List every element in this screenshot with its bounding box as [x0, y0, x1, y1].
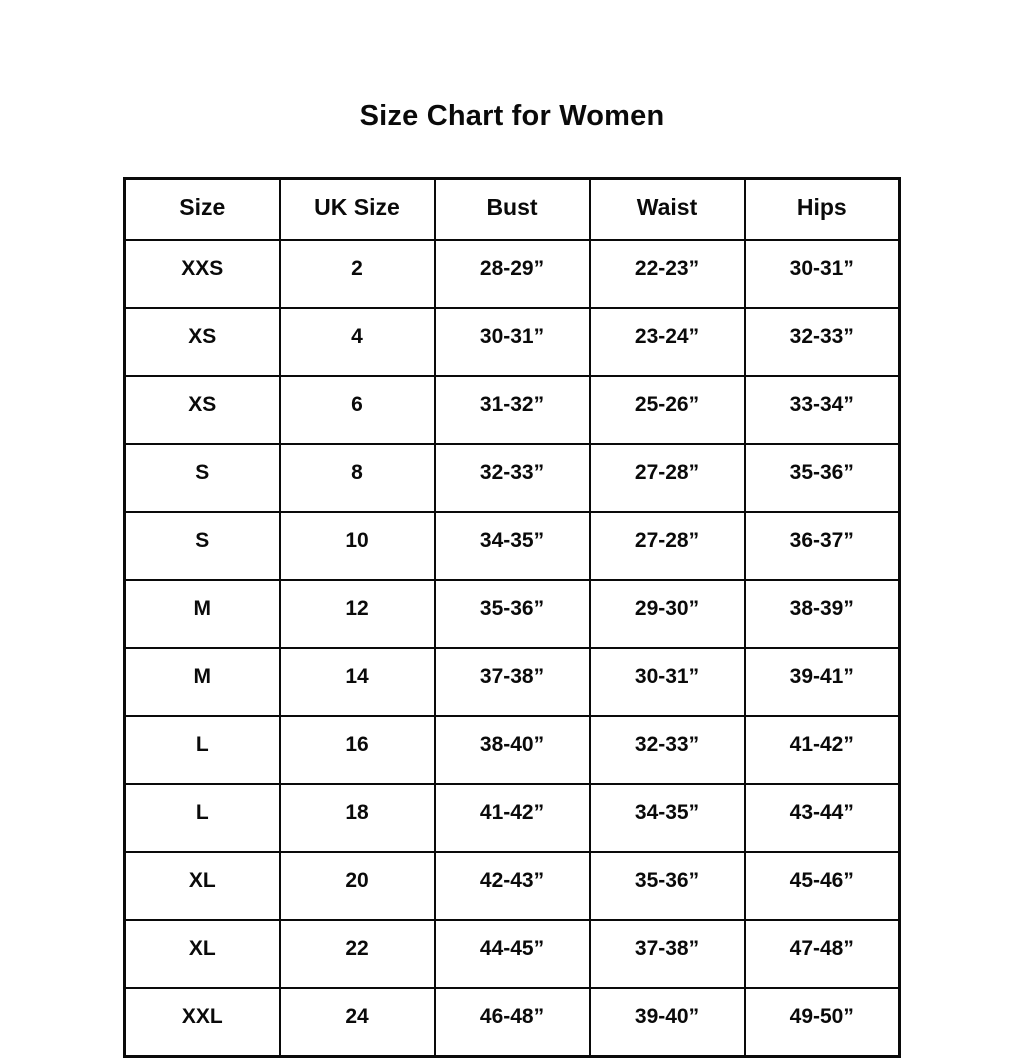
table-cell: 35-36” — [590, 852, 745, 920]
table-cell: 42-43” — [435, 852, 590, 920]
table-cell: 34-35” — [435, 512, 590, 580]
page-title: Size Chart for Women — [359, 100, 665, 132]
table-cell: 27-28” — [590, 444, 745, 512]
table-cell: 31-32” — [435, 376, 590, 444]
table-cell: XXL — [125, 988, 280, 1057]
table-cell: 49-50” — [745, 988, 900, 1057]
table-cell: 39-40” — [590, 988, 745, 1057]
table-cell: 23-24” — [590, 308, 745, 376]
table-cell: 22-23” — [590, 240, 745, 308]
table-header-row — [125, 179, 900, 241]
table-cell: 35-36” — [435, 580, 590, 648]
table-row — [125, 580, 900, 648]
column-header-waist: Waist — [590, 179, 745, 241]
table-cell: XS — [125, 376, 280, 444]
table-cell: M — [125, 648, 280, 716]
table-row — [125, 444, 900, 512]
table-row — [125, 376, 900, 444]
table-cell: 4 — [280, 308, 435, 376]
column-header-uk-size: UK Size — [280, 179, 435, 241]
table-cell: 30-31” — [745, 240, 900, 308]
table-cell: XL — [125, 852, 280, 920]
table-cell: 38-39” — [745, 580, 900, 648]
table-row — [125, 852, 900, 920]
table-cell: 30-31” — [435, 308, 590, 376]
table-cell: 39-41” — [745, 648, 900, 716]
table-cell: 28-29” — [435, 240, 590, 308]
table-cell: 44-45” — [435, 920, 590, 988]
table-cell: 46-48” — [435, 988, 590, 1057]
size-chart-table — [123, 177, 901, 1058]
table-row — [125, 716, 900, 784]
table-cell: 36-37” — [745, 512, 900, 580]
table-cell: 38-40” — [435, 716, 590, 784]
table-cell: 27-28” — [590, 512, 745, 580]
table-cell: 37-38” — [590, 920, 745, 988]
table-cell: 24 — [280, 988, 435, 1057]
table-cell: XS — [125, 308, 280, 376]
table-cell: L — [125, 716, 280, 784]
table-cell: 45-46” — [745, 852, 900, 920]
table-cell: 32-33” — [435, 444, 590, 512]
column-header-size: Size — [125, 179, 280, 241]
table-cell: 20 — [280, 852, 435, 920]
table-cell: 6 — [280, 376, 435, 444]
table-cell: S — [125, 444, 280, 512]
column-header-hips: Hips — [745, 179, 900, 241]
table-cell: 2 — [280, 240, 435, 308]
table-cell: 32-33” — [745, 308, 900, 376]
table-cell: 33-34” — [745, 376, 900, 444]
table-header — [125, 179, 900, 241]
table-cell: 41-42” — [435, 784, 590, 852]
table-cell: 37-38” — [435, 648, 590, 716]
table-cell: 30-31” — [590, 648, 745, 716]
table-row — [125, 512, 900, 580]
table-cell: 29-30” — [590, 580, 745, 648]
table-body — [125, 240, 900, 1057]
table-cell: L — [125, 784, 280, 852]
table-row — [125, 240, 900, 308]
table-cell: 43-44” — [745, 784, 900, 852]
table-cell: 35-36” — [745, 444, 900, 512]
table-cell: 16 — [280, 716, 435, 784]
table-row — [125, 920, 900, 988]
table-row — [125, 988, 900, 1057]
table-cell: 12 — [280, 580, 435, 648]
table-row — [125, 648, 900, 716]
table-cell: 34-35” — [590, 784, 745, 852]
table-cell: 10 — [280, 512, 435, 580]
table-cell: XL — [125, 920, 280, 988]
table-cell: S — [125, 512, 280, 580]
table-cell: 14 — [280, 648, 435, 716]
table-cell: 8 — [280, 444, 435, 512]
table-row — [125, 308, 900, 376]
table-cell: 25-26” — [590, 376, 745, 444]
column-header-bust: Bust — [435, 179, 590, 241]
table-cell: 41-42” — [745, 716, 900, 784]
table-cell: XXS — [125, 240, 280, 308]
table-cell: 47-48” — [745, 920, 900, 988]
table-cell: 18 — [280, 784, 435, 852]
table-row — [125, 784, 900, 852]
table-cell: 32-33” — [590, 716, 745, 784]
table-cell: 22 — [280, 920, 435, 988]
table-cell: M — [125, 580, 280, 648]
